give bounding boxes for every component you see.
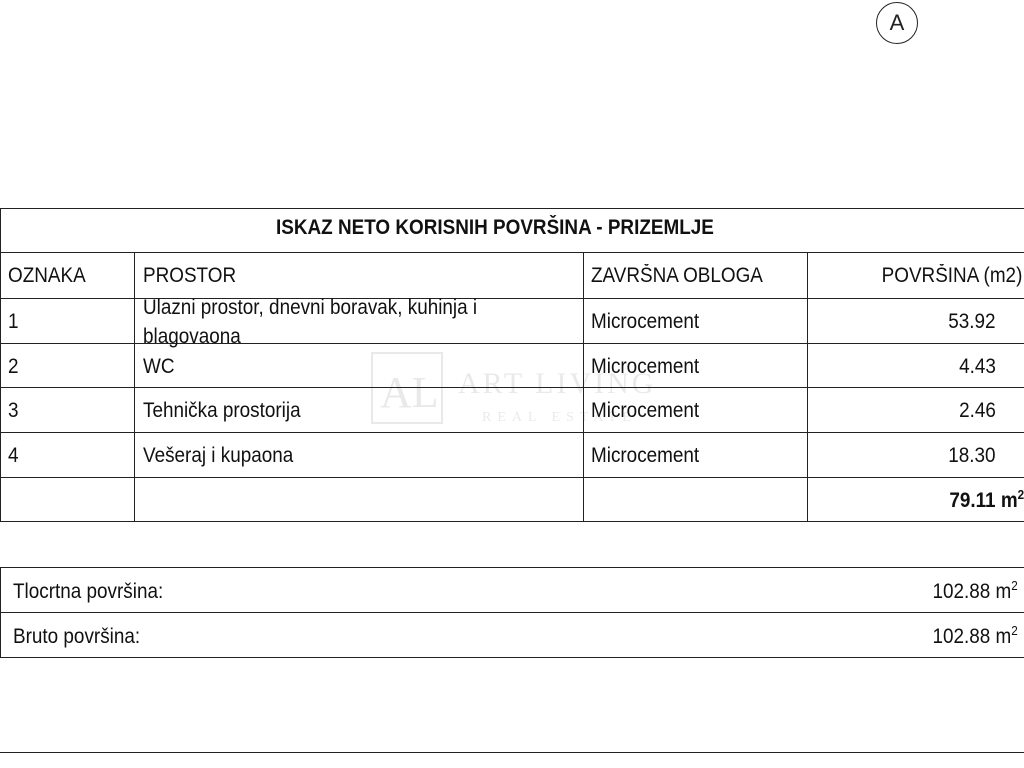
section-marker-label: A: [889, 10, 905, 35]
row-obloga: Microcement: [591, 355, 700, 378]
row-povrsina: 53.92: [948, 310, 996, 333]
row-oznaka: 4: [8, 444, 19, 467]
watermark-monogram: AL: [380, 368, 439, 417]
row-povrsina: 18.30: [948, 444, 996, 467]
bottom-divider: [0, 752, 1024, 753]
row-oznaka: 2: [8, 355, 19, 378]
row-oznaka: 3: [8, 399, 19, 422]
row-obloga: Microcement: [591, 310, 700, 333]
section-marker: [876, 2, 918, 44]
summary-label: Tlocrtna površina:: [13, 580, 164, 603]
row-prostor: Ulazni prostor, dnevni boravak, kuhinja i: [143, 296, 478, 319]
row-obloga: Microcement: [591, 399, 700, 422]
row-povrsina: 4.43: [959, 355, 996, 378]
row-prostor: Tehnička prostorija: [143, 399, 301, 422]
row-prostor-cont: blagovaona: [143, 325, 241, 348]
header-obloga: ZAVRŠNA OBLOGA: [591, 264, 763, 287]
summary-label: Bruto površina:: [13, 625, 141, 648]
row-prostor: Vešeraj i kupaona: [143, 444, 294, 467]
row-povrsina: 2.46: [959, 399, 996, 422]
row-oznaka: 1: [8, 310, 19, 333]
watermark-brand: ART LIVING: [458, 367, 657, 400]
watermark-sub: REAL ESTATE: [482, 410, 637, 425]
table-title: ISKAZ NETO KORISNIH POVRŠINA - PRIZEMLJE: [276, 216, 714, 239]
total-value: 79.11 $m^2$: [949, 487, 1024, 512]
summary-value: 102.88 $m^2$: [932, 623, 1018, 648]
header-povrsina: POVRŠINA (m2): [881, 264, 1022, 287]
row-prostor: WC: [143, 355, 175, 378]
header-prostor: PROSTOR: [143, 264, 237, 287]
row-obloga: Microcement: [591, 444, 700, 467]
summary-value: 102.88 $m^2$: [932, 578, 1018, 603]
header-oznaka: OZNAKA: [8, 264, 86, 287]
